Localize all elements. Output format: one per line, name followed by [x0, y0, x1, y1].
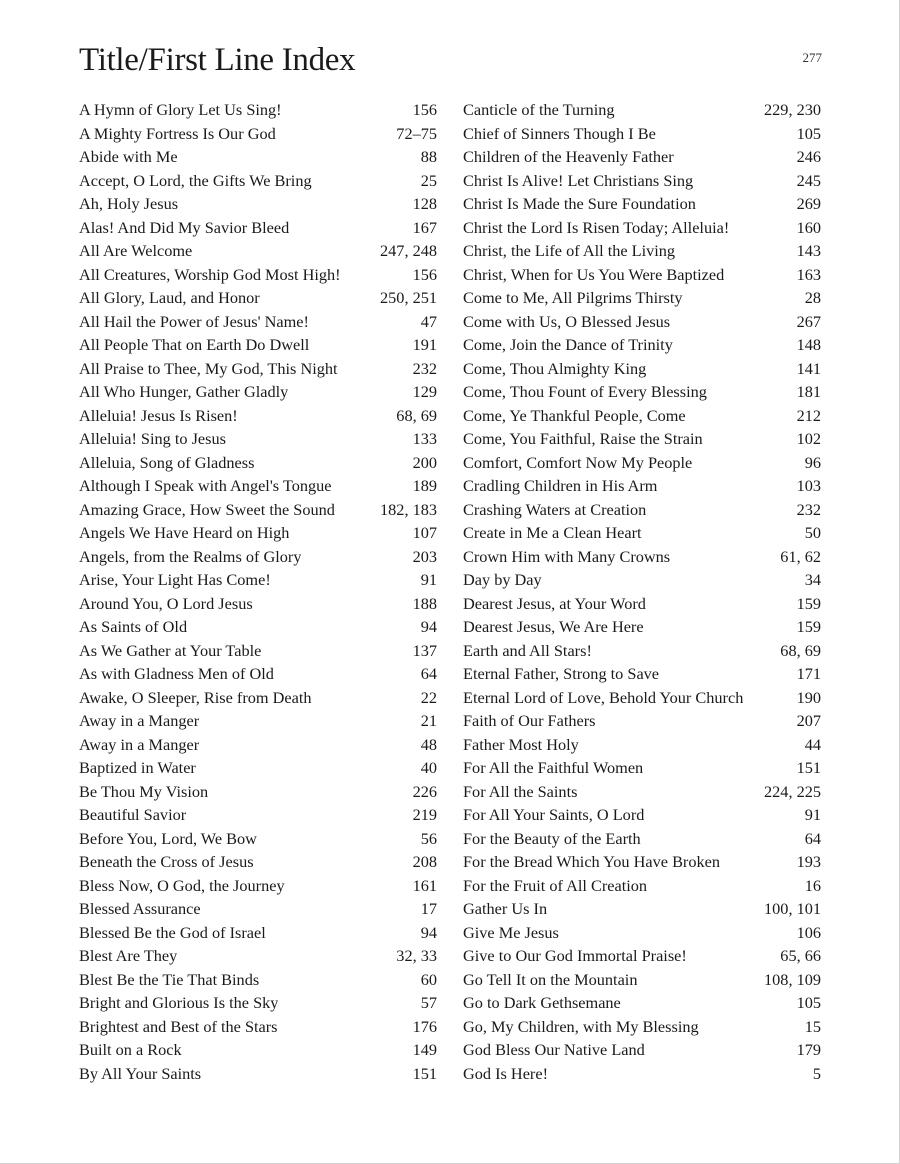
hymn-title: Canticle of the Turning — [463, 100, 615, 119]
hymn-number: 32, 33 — [396, 946, 437, 965]
index-entry — [79, 357, 437, 381]
hymn-number: 176 — [412, 1016, 437, 1036]
hymn-title: For the Beauty of the Earth — [463, 828, 641, 848]
hymn-number: 100, 101 — [764, 899, 821, 918]
index-entry — [79, 263, 437, 287]
hymn-number: 149 — [412, 1040, 437, 1059]
hymn-title: Go Tell It on the Mountain — [463, 969, 638, 989]
index-entry — [463, 310, 821, 334]
index-entry — [79, 474, 437, 498]
hymn-number: 44 — [804, 734, 821, 754]
hymn-title: Come, Thou Almighty King — [463, 358, 647, 378]
index-entry — [463, 474, 821, 498]
index-entry — [463, 733, 821, 757]
index-entry — [79, 404, 437, 428]
hymn-number: 16 — [804, 875, 821, 895]
index-entry — [79, 1015, 437, 1039]
hymn-number: 64 — [804, 828, 821, 848]
hymn-title: God Bless Our Native Land — [463, 1040, 645, 1059]
index-entry — [79, 592, 437, 616]
hymn-number: 159 — [796, 593, 821, 613]
index-entry — [463, 263, 821, 287]
hymn-number: 47 — [420, 311, 437, 331]
hymn-title: All Praise to Thee, My God, This Night — [79, 358, 338, 378]
index-entry — [79, 897, 437, 921]
hymn-title: Before You, Lord, We Bow — [79, 828, 257, 848]
index-entry — [79, 216, 437, 240]
hymn-number: 48 — [420, 734, 437, 754]
hymn-title: Blest Are They — [79, 946, 178, 965]
hymn-title: Angels We Have Heard on High — [79, 523, 290, 542]
index-entry — [79, 169, 437, 193]
hymn-number: 105 — [796, 123, 821, 143]
hymn-title: For All Your Saints, O Lord — [463, 805, 645, 824]
index-entry — [463, 169, 821, 193]
index-entry — [463, 451, 821, 475]
index-entry — [463, 850, 821, 874]
index-entry — [463, 827, 821, 851]
hymn-title: As We Gather at Your Table — [79, 640, 262, 660]
hymn-title: Come with Us, O Blessed Jesus — [463, 311, 671, 331]
hymn-number: 133 — [412, 429, 437, 448]
index-entry — [79, 310, 437, 334]
hymn-title: Cradling Children in His Arm — [463, 476, 658, 495]
hymn-title: Away in a Manger — [79, 734, 200, 754]
hymn-title: Give Me Jesus — [463, 922, 559, 942]
hymn-title: Come, Join the Dance of Trinity — [463, 335, 673, 354]
hymn-number: 22 — [420, 687, 437, 707]
hymn-title: Crown Him with Many Crowns — [463, 546, 671, 566]
hymn-title: Dearest Jesus, at Your Word — [463, 593, 646, 613]
hymn-title: Faith of Our Fathers — [463, 711, 596, 730]
hymn-number: 96 — [804, 452, 821, 472]
page-title: Title/First Line Index — [79, 42, 356, 78]
index-entry — [79, 827, 437, 851]
hymn-title: For the Fruit of All Creation — [463, 875, 648, 895]
index-entry — [79, 286, 437, 310]
hymn-number: 247, 248 — [380, 241, 437, 260]
index-entry — [79, 568, 437, 592]
index-entry — [79, 662, 437, 686]
hymn-number: 40 — [420, 758, 437, 777]
hymn-number: 207 — [796, 711, 821, 730]
hymn-title: Brightest and Best of the Stars — [79, 1016, 278, 1036]
hymn-title: Children of the Heavenly Father — [463, 147, 674, 166]
hymn-number: 94 — [420, 922, 437, 942]
index-entry — [79, 498, 437, 522]
hymn-number: 15 — [804, 1016, 821, 1036]
index-entry — [463, 404, 821, 428]
hymn-number: 232 — [796, 499, 821, 519]
hymn-number: 232 — [412, 358, 437, 378]
index-entry — [463, 921, 821, 945]
hymn-title: Go to Dark Gethsemane — [463, 993, 621, 1012]
hymn-number: 269 — [796, 194, 821, 213]
hymn-title: God Is Here! — [463, 1063, 548, 1083]
hymn-number: 161 — [412, 875, 437, 895]
hymn-number: 50 — [804, 523, 821, 542]
hymn-number: 141 — [796, 358, 821, 378]
index-entry — [463, 1062, 821, 1086]
hymn-title: Bless Now, O God, the Journey — [79, 875, 285, 895]
hymn-number: 171 — [796, 664, 821, 683]
index-entry — [79, 239, 437, 263]
hymn-title: Crashing Waters at Creation — [463, 499, 647, 519]
hymn-title: Accept, O Lord, the Gifts We Bring — [79, 170, 312, 190]
index-entry — [463, 780, 821, 804]
hymn-number: 34 — [804, 570, 821, 589]
hymn-number: 5 — [812, 1063, 821, 1083]
hymn-number: 68, 69 — [780, 640, 821, 660]
hymn-number: 64 — [420, 664, 437, 683]
index-entry — [79, 333, 437, 357]
hymn-title: Be Thou My Vision — [79, 781, 209, 801]
index-entry — [463, 709, 821, 733]
hymn-number: 103 — [796, 476, 821, 495]
hymn-title: Beneath the Cross of Jesus — [79, 852, 254, 871]
hymn-title: Christ, When for Us You Were Baptized — [463, 264, 725, 284]
hymn-title: Eternal Lord of Love, Behold Your Church — [463, 687, 744, 707]
hymn-number: 151 — [796, 758, 821, 777]
hymn-title: Blessed Be the God of Israel — [79, 922, 266, 942]
hymn-number: 129 — [412, 382, 437, 401]
index-entry — [79, 122, 437, 146]
hymn-number: 61, 62 — [780, 546, 821, 566]
hymn-number: 156 — [412, 264, 437, 284]
index-entry — [463, 991, 821, 1015]
index-entry — [79, 733, 437, 757]
index-entry — [463, 239, 821, 263]
hymn-number: 91 — [420, 570, 437, 589]
hymn-number: 250, 251 — [380, 288, 437, 307]
hymn-number: 107 — [412, 523, 437, 542]
hymn-number: 229, 230 — [764, 100, 821, 119]
index-entry — [79, 1062, 437, 1086]
index-entry — [463, 192, 821, 216]
index-entry — [463, 639, 821, 663]
hymn-title: Amazing Grace, How Sweet the Sound — [79, 499, 335, 519]
index-entry — [79, 98, 437, 122]
hymn-title: Angels, from the Realms of Glory — [79, 546, 302, 566]
index-entry — [79, 968, 437, 992]
hymn-title: All Who Hunger, Gather Gladly — [79, 382, 289, 401]
hymn-number: 65, 66 — [780, 946, 821, 965]
hymn-title: A Mighty Fortress Is Our God — [79, 123, 276, 143]
hymn-number: 246 — [796, 147, 821, 166]
index-entry — [463, 662, 821, 686]
hymn-number: 102 — [796, 429, 821, 448]
hymn-title: Eternal Father, Strong to Save — [463, 664, 660, 683]
hymn-title: All Hail the Power of Jesus' Name! — [79, 311, 309, 331]
index-entry — [79, 192, 437, 216]
hymn-title: Go, My Children, with My Blessing — [463, 1016, 699, 1036]
hymn-title: As with Gladness Men of Old — [79, 664, 274, 683]
hymn-number: 182, 183 — [380, 499, 437, 519]
hymn-title: By All Your Saints — [79, 1063, 202, 1083]
index-entry — [463, 968, 821, 992]
hymn-number: 160 — [796, 217, 821, 237]
hymn-number: 224, 225 — [764, 781, 821, 801]
hymn-number: 190 — [796, 687, 821, 707]
hymn-number: 212 — [796, 405, 821, 425]
index-entry — [463, 286, 821, 310]
hymn-title: Baptized in Water — [79, 758, 196, 777]
hymn-title: Give to Our God Immortal Praise! — [463, 946, 687, 965]
hymn-number: 200 — [412, 452, 437, 472]
index-entry — [463, 427, 821, 451]
index-entry — [79, 639, 437, 663]
hymn-number: 128 — [412, 194, 437, 213]
right-index-column — [463, 98, 821, 1085]
index-entry — [79, 686, 437, 710]
hymn-number: 68, 69 — [396, 405, 437, 425]
left-index-column — [79, 98, 437, 1085]
hymn-title: Christ the Lord Is Risen Today; Alleluia! — [463, 217, 730, 237]
index-entry — [463, 944, 821, 968]
hymn-number: 156 — [412, 100, 437, 119]
index-entry — [463, 216, 821, 240]
hymn-number: 163 — [796, 264, 821, 284]
hymn-number: 72–75 — [396, 123, 437, 143]
hymn-title: Christ Is Made the Sure Foundation — [463, 194, 696, 213]
hymn-title: Christ Is Alive! Let Christians Sing — [463, 170, 694, 190]
hymn-number: 193 — [796, 852, 821, 871]
hymn-title: Earth and All Stars! — [463, 640, 592, 660]
hymn-number: 188 — [412, 593, 437, 613]
index-entry — [463, 1015, 821, 1039]
index-entry — [79, 991, 437, 1015]
index-entry — [79, 380, 437, 404]
hymn-number: 219 — [412, 805, 437, 824]
index-entry — [463, 897, 821, 921]
hymn-title: For All the Faithful Women — [463, 758, 644, 777]
index-entry — [79, 145, 437, 169]
index-entry — [463, 615, 821, 639]
hymn-title: Christ, the Life of All the Living — [463, 241, 676, 260]
index-entry — [463, 333, 821, 357]
hymn-title: All Creatures, Worship God Most High! — [79, 264, 341, 284]
index-entry — [463, 145, 821, 169]
hymn-title: Blest Be the Tie That Binds — [79, 969, 260, 989]
index-entry — [463, 568, 821, 592]
hymn-number: 57 — [420, 993, 437, 1012]
index-entry — [79, 1038, 437, 1062]
hymn-title: Built on a Rock — [79, 1040, 182, 1059]
hymn-number: 159 — [796, 617, 821, 636]
hymn-number: 88 — [420, 147, 437, 166]
hymn-number: 189 — [412, 476, 437, 495]
hymn-title: Around You, O Lord Jesus — [79, 593, 253, 613]
hymn-number: 94 — [420, 617, 437, 636]
hymn-number: 167 — [412, 217, 437, 237]
hymn-title: Come, Ye Thankful People, Come — [463, 405, 686, 425]
index-entry — [463, 545, 821, 569]
hymn-number: 17 — [420, 899, 437, 918]
hymn-title: All Are Welcome — [79, 241, 193, 260]
index-entry — [463, 521, 821, 545]
index-entry — [463, 803, 821, 827]
hymn-title: Arise, Your Light Has Come! — [79, 570, 271, 589]
hymn-title: Ah, Holy Jesus — [79, 194, 179, 213]
hymn-number: 106 — [796, 922, 821, 942]
hymn-title: Come, Thou Fount of Every Blessing — [463, 382, 707, 401]
hymn-number: 25 — [420, 170, 437, 190]
hymn-title: Dearest Jesus, We Are Here — [463, 617, 644, 636]
hymn-number: 179 — [796, 1040, 821, 1059]
hymn-title: For the Bread Which You Have Broken — [463, 852, 720, 871]
hymn-number: 181 — [796, 382, 821, 401]
hymn-title: Come to Me, All Pilgrims Thirsty — [463, 288, 683, 307]
index-entry — [463, 380, 821, 404]
hymn-number: 203 — [412, 546, 437, 566]
hymn-number: 143 — [796, 241, 821, 260]
hymn-title: Abide with Me — [79, 147, 178, 166]
hymn-title: Blessed Assurance — [79, 899, 201, 918]
index-entry — [79, 615, 437, 639]
index-entry — [79, 427, 437, 451]
index-entry — [79, 521, 437, 545]
index-entry — [463, 498, 821, 522]
hymn-title: Bright and Glorious Is the Sky — [79, 993, 279, 1012]
hymn-title: As Saints of Old — [79, 617, 188, 636]
hymn-title: Father Most Holy — [463, 734, 579, 754]
hymn-number: 208 — [412, 852, 437, 871]
hymn-number: 21 — [420, 711, 437, 730]
hymn-number: 151 — [412, 1063, 437, 1083]
index-entry — [463, 756, 821, 780]
hymn-number: 28 — [804, 288, 821, 307]
index-entry — [79, 850, 437, 874]
index-entry — [79, 803, 437, 827]
hymn-title: All People That on Earth Do Dwell — [79, 335, 310, 354]
hymn-number: 56 — [420, 828, 437, 848]
index-entry — [463, 98, 821, 122]
hymn-title: Chief of Sinners Though I Be — [463, 123, 656, 143]
hymn-title: Day by Day — [463, 570, 542, 589]
hymn-title: A Hymn of Glory Let Us Sing! — [79, 100, 282, 119]
index-entry — [463, 122, 821, 146]
hymn-title: Come, You Faithful, Raise the Strain — [463, 429, 703, 448]
index-entry — [79, 944, 437, 968]
hymn-number: 91 — [804, 805, 821, 824]
index-entry — [463, 357, 821, 381]
hymn-title: Gather Us In — [463, 899, 548, 918]
index-entry — [79, 545, 437, 569]
hymn-title: Comfort, Comfort Now My People — [463, 452, 693, 472]
index-entry — [79, 451, 437, 475]
hymn-number: 226 — [412, 781, 437, 801]
hymn-number: 60 — [420, 969, 437, 989]
index-entry — [79, 921, 437, 945]
hymn-title: Beautiful Savior — [79, 805, 187, 824]
index-entry — [79, 780, 437, 804]
hymn-number: 148 — [796, 335, 821, 354]
hymn-title: Away in a Manger — [79, 711, 200, 730]
hymn-number: 245 — [796, 170, 821, 190]
hymn-number: 105 — [796, 993, 821, 1012]
index-entry — [79, 874, 437, 898]
hymn-title: Alleluia! Jesus Is Risen! — [79, 405, 238, 425]
hymn-title: Create in Me a Clean Heart — [463, 523, 642, 542]
index-entry — [79, 756, 437, 780]
hymn-title: Alleluia, Song of Gladness — [79, 452, 255, 472]
hymn-number: 267 — [796, 311, 821, 331]
index-entry — [463, 1038, 821, 1062]
index-entry — [79, 709, 437, 733]
page-number: 277 — [802, 50, 822, 65]
index-entry — [463, 592, 821, 616]
hymn-title: Alleluia! Sing to Jesus — [79, 429, 226, 448]
hymn-title: Awake, O Sleeper, Rise from Death — [79, 687, 312, 707]
hymn-title: For All the Saints — [463, 781, 578, 801]
index-entry — [463, 686, 821, 710]
index-entry — [463, 874, 821, 898]
hymn-title: Although I Speak with Angel's Tongue — [79, 476, 332, 495]
hymn-number: 108, 109 — [764, 969, 821, 989]
hymn-number: 191 — [412, 335, 437, 354]
hymn-title: All Glory, Laud, and Honor — [79, 288, 260, 307]
hymn-title: Alas! And Did My Savior Bleed — [79, 217, 290, 237]
hymn-number: 137 — [412, 640, 437, 660]
